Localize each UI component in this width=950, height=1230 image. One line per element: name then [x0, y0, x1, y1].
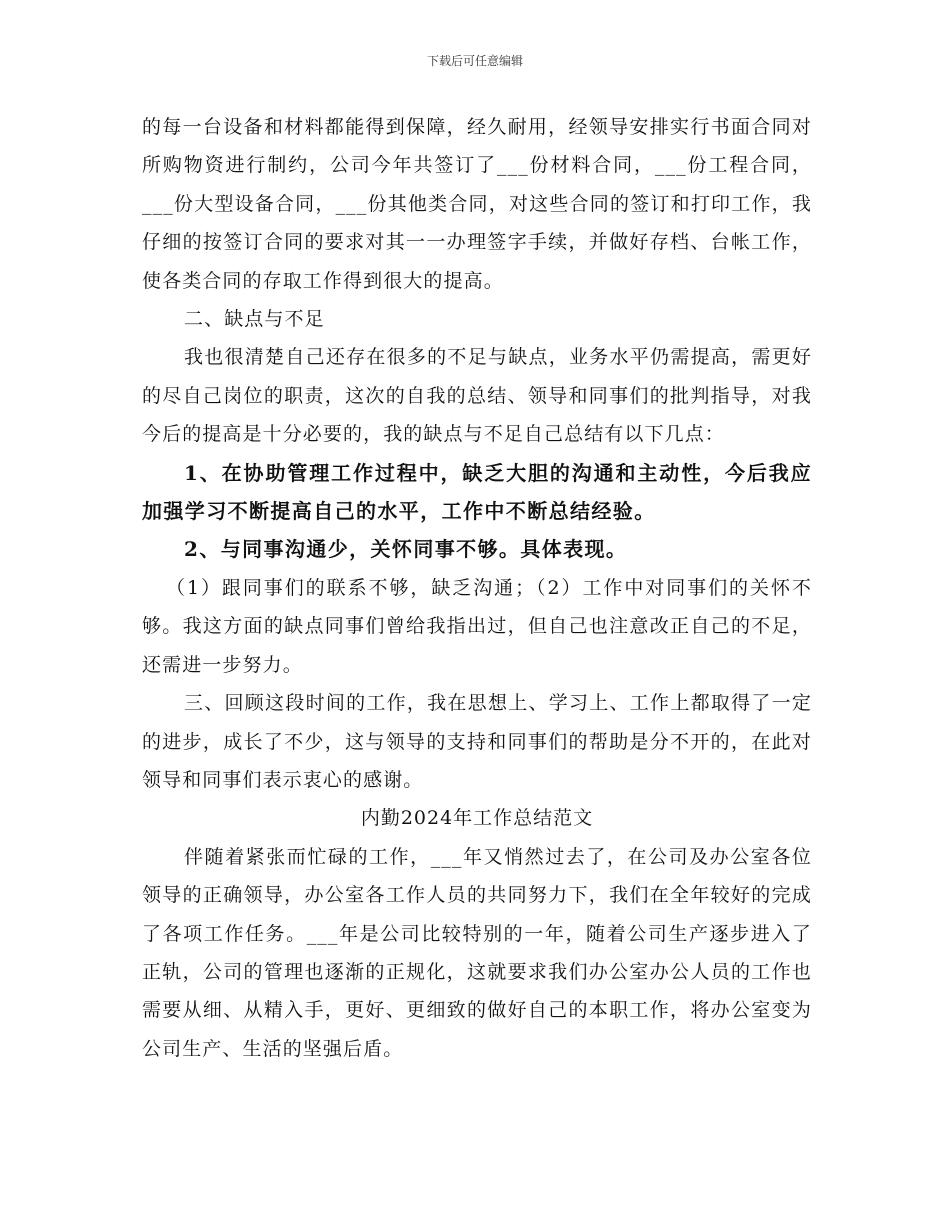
section-heading-shortcomings: 二、缺点与不足	[184, 308, 325, 331]
document-body	[142, 108, 812, 1068]
paragraph-summary-intro: 伴随着紧张而忙碌的工作，___年又悄然过去了，在公司及办公室各位领导的正确领导，办公室各工作人员的共同努力下，我们在全年较好的完成了各项工作任务。___年是公司比较特别的一年，随着公司生产逐步进入了正轨，公司的管理也逐渐的正规化，这就要求我们办公室办公人员的工作也需要从细、从精入手，更好、更细致的做好自己的本职工作，将办公室变为公司生产、生活的坚强后盾。	[142, 845, 812, 1060]
point-1-bold: 1、在协助管理工作过程中，缺乏大胆的沟通和主动性，今后我应加强学习不断提高自己的水平，工作中不断总结经验。	[142, 460, 812, 524]
paragraph-details: （1）跟同事们的联系不够，缺乏沟通；（2）工作中对同事们的关怀不够。我这方面的缺点同事们曾给我指出过，但自己也注意改正自己的不足，还需进一步努力。	[142, 576, 812, 676]
paragraph-shortcomings-intro: 我也很清楚自己还存在很多的不足与缺点，业务水平仍需提高，需更好的尽自己岗位的职责，这次的自我的总结、领导和同事们的批判指导，对我今后的提高是十分必要的，我的缺点与不足自己总结有以下几点：	[142, 346, 812, 446]
page-header: 下载后可任意编辑	[426, 54, 523, 68]
document-title: 内勤2024年工作总结范文	[360, 807, 594, 830]
paragraph-review: 三、回顾这段时间的工作，我在思想上、学习上、工作上都取得了一定的进步，成长了不少，这与领导的支持和同事们的帮助是分不开的，在此对领导和同事们表示衷心的感谢。	[142, 692, 812, 791]
paragraph-contracts: 的每一台设备和材料都能得到保障，经久耐用，经领导安排实行书面合同对所购物资进行制约，公司今年共签订了___份材料合同，___份工程合同，___份大型设备合同，___份其他类合同，对这些合同的签订和打印工作，我仔细的按签订合同的要求对其一一办理签字手续，并做好存档、台帐工作，使各类合同的存取工作得到很大的提高。	[142, 116, 812, 292]
point-2-bold: 2、与同事沟通少，关怀同事不够。具体表现。	[184, 537, 628, 562]
